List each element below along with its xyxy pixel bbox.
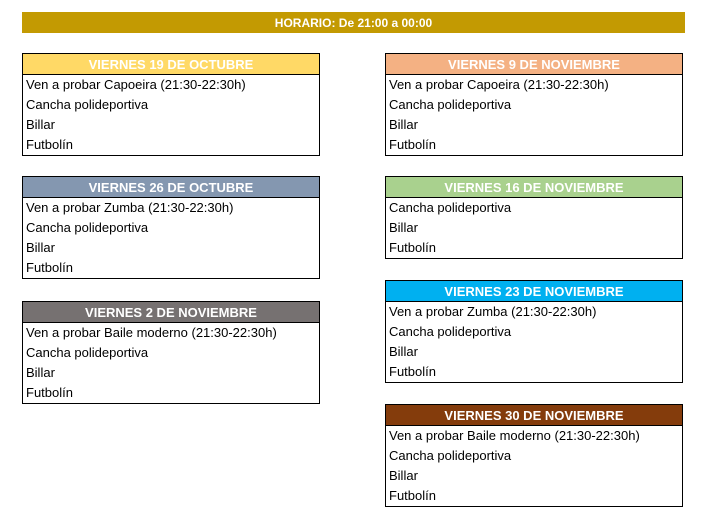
event-card-2-noviembre <box>22 301 320 404</box>
activity-item: Cancha polideportiva <box>26 97 149 112</box>
activity-item: Futbolín <box>26 137 73 152</box>
activity-item: Futbolín <box>389 137 436 152</box>
card-date-header: VIERNES 30 DE NOVIEMBRE <box>386 405 682 426</box>
card-date-header: VIERNES 2 DE NOVIEMBRE <box>23 302 319 323</box>
activity-item: Cancha polideportiva <box>26 345 149 360</box>
activity-item: Ven a probar Zumba (21:30-22:30h) <box>389 304 597 319</box>
event-card-26-octubre <box>22 176 320 279</box>
activity-item: Cancha polideportiva <box>26 220 149 235</box>
activity-item: Billar <box>26 240 55 255</box>
event-card-16-noviembre <box>385 176 683 259</box>
schedule-banner: HORARIO: De 21:00 a 00:00 <box>22 12 685 33</box>
card-date-header: VIERNES 16 DE NOVIEMBRE <box>386 177 682 198</box>
activity-item: Futbolín <box>389 240 436 255</box>
activity-item: Futbolín <box>389 364 436 379</box>
card-date-header: VIERNES 26 DE OCTUBRE <box>23 177 319 198</box>
activity-item: Futbolín <box>26 260 73 275</box>
activity-item: Ven a probar Baile moderno (21:30-22:30h) <box>389 428 640 443</box>
card-date-header: VIERNES 9 DE NOVIEMBRE <box>386 54 682 75</box>
activity-item: Futbolín <box>26 385 73 400</box>
activity-item: Billar <box>389 468 418 483</box>
activity-item: Cancha polideportiva <box>389 324 512 339</box>
activity-item: Billar <box>26 365 55 380</box>
activity-item: Cancha polideportiva <box>389 200 512 215</box>
card-date-header: VIERNES 23 DE NOVIEMBRE <box>386 281 682 302</box>
activity-item: Cancha polideportiva <box>389 97 512 112</box>
event-card-23-noviembre <box>385 280 683 383</box>
card-date-header: VIERNES 19 DE OCTUBRE <box>23 54 319 75</box>
activity-item: Ven a probar Capoeira (21:30-22:30h) <box>26 77 246 92</box>
activity-item: Ven a probar Capoeira (21:30-22:30h) <box>389 77 609 92</box>
activity-item: Billar <box>389 117 418 132</box>
event-card-19-octubre <box>22 53 320 156</box>
event-card-30-noviembre <box>385 404 683 507</box>
activity-item: Billar <box>26 117 55 132</box>
activity-item: Billar <box>389 344 418 359</box>
event-card-9-noviembre <box>385 53 683 156</box>
activity-item: Futbolín <box>389 488 436 503</box>
activity-item: Ven a probar Zumba (21:30-22:30h) <box>26 200 234 215</box>
activity-item: Billar <box>389 220 418 235</box>
activity-item: Ven a probar Baile moderno (21:30-22:30h) <box>26 325 277 340</box>
activity-item: Cancha polideportiva <box>389 448 512 463</box>
